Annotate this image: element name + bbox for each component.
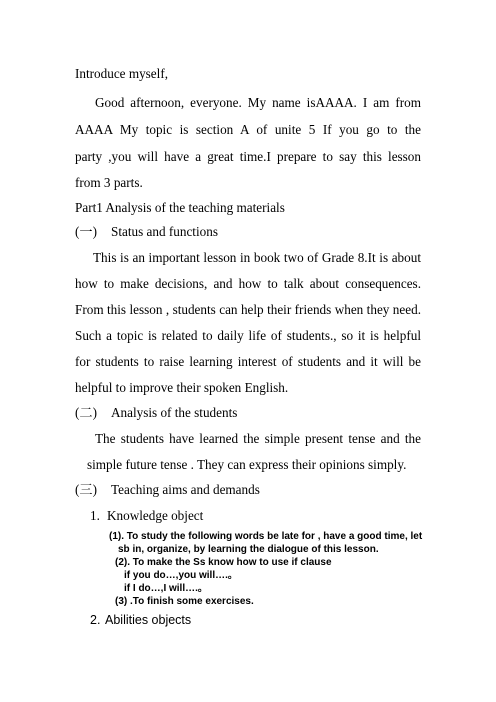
body-line: This is an important lesson in book two of Grade 8.It is about: [93, 250, 421, 265]
knowledge-line: (3) .To finish some exercises.: [115, 596, 254, 607]
body-line: for students to raise learning interest of students and it will be: [75, 354, 421, 369]
list-heading: Knowledge object: [107, 508, 204, 523]
page-title: Introduce myself,: [75, 66, 169, 81]
intro-line: AAAA My topic is section A of unite 5 If you go to the: [75, 122, 421, 137]
part1-heading: Part1 Analysis of the teaching materials: [75, 200, 285, 215]
list-heading: Abilities objects: [105, 613, 192, 627]
list-number: 1.: [90, 508, 100, 523]
knowledge-line: (2). To make the Ss know how to use if clause: [115, 557, 332, 568]
section-marker: (二): [75, 405, 97, 420]
section-marker: (三): [75, 482, 97, 497]
body-line: Such a topic is related to daily life of students., so it is helpful: [75, 328, 421, 343]
body-line: From this lesson , students can help their friends when they need.: [75, 302, 421, 317]
knowledge-line: sb in, organize, by learning the dialogue of this lesson.: [118, 544, 379, 555]
body-line: helpful to improve their spoken English.: [75, 380, 289, 395]
intro-line: from 3 parts.: [75, 175, 143, 190]
body-line: simple future tense . They can express their opinions simply.: [87, 457, 407, 472]
section-heading: Teaching aims and demands: [111, 482, 260, 497]
intro-line: party ,you will have a great time.I prepare to say this lesson: [75, 149, 421, 164]
section-marker: (一): [75, 224, 97, 239]
body-line: The students have learned the simple present tense and the: [95, 431, 421, 446]
knowledge-line: if you do…,you will….。: [124, 570, 238, 581]
body-line: how to make decisions, and how to talk about consequences.: [75, 276, 421, 291]
intro-line: Good afternoon, everyone. My name isAAAA. I am from: [95, 95, 421, 110]
knowledge-line: (1). To study the following words be late for , have a good time, let: [109, 531, 423, 542]
section-heading: Analysis of the students: [111, 405, 238, 420]
section-heading: Status and functions: [111, 224, 218, 239]
knowledge-line: if I do…,I will….。: [124, 583, 208, 594]
list-number: 2.: [90, 613, 101, 627]
